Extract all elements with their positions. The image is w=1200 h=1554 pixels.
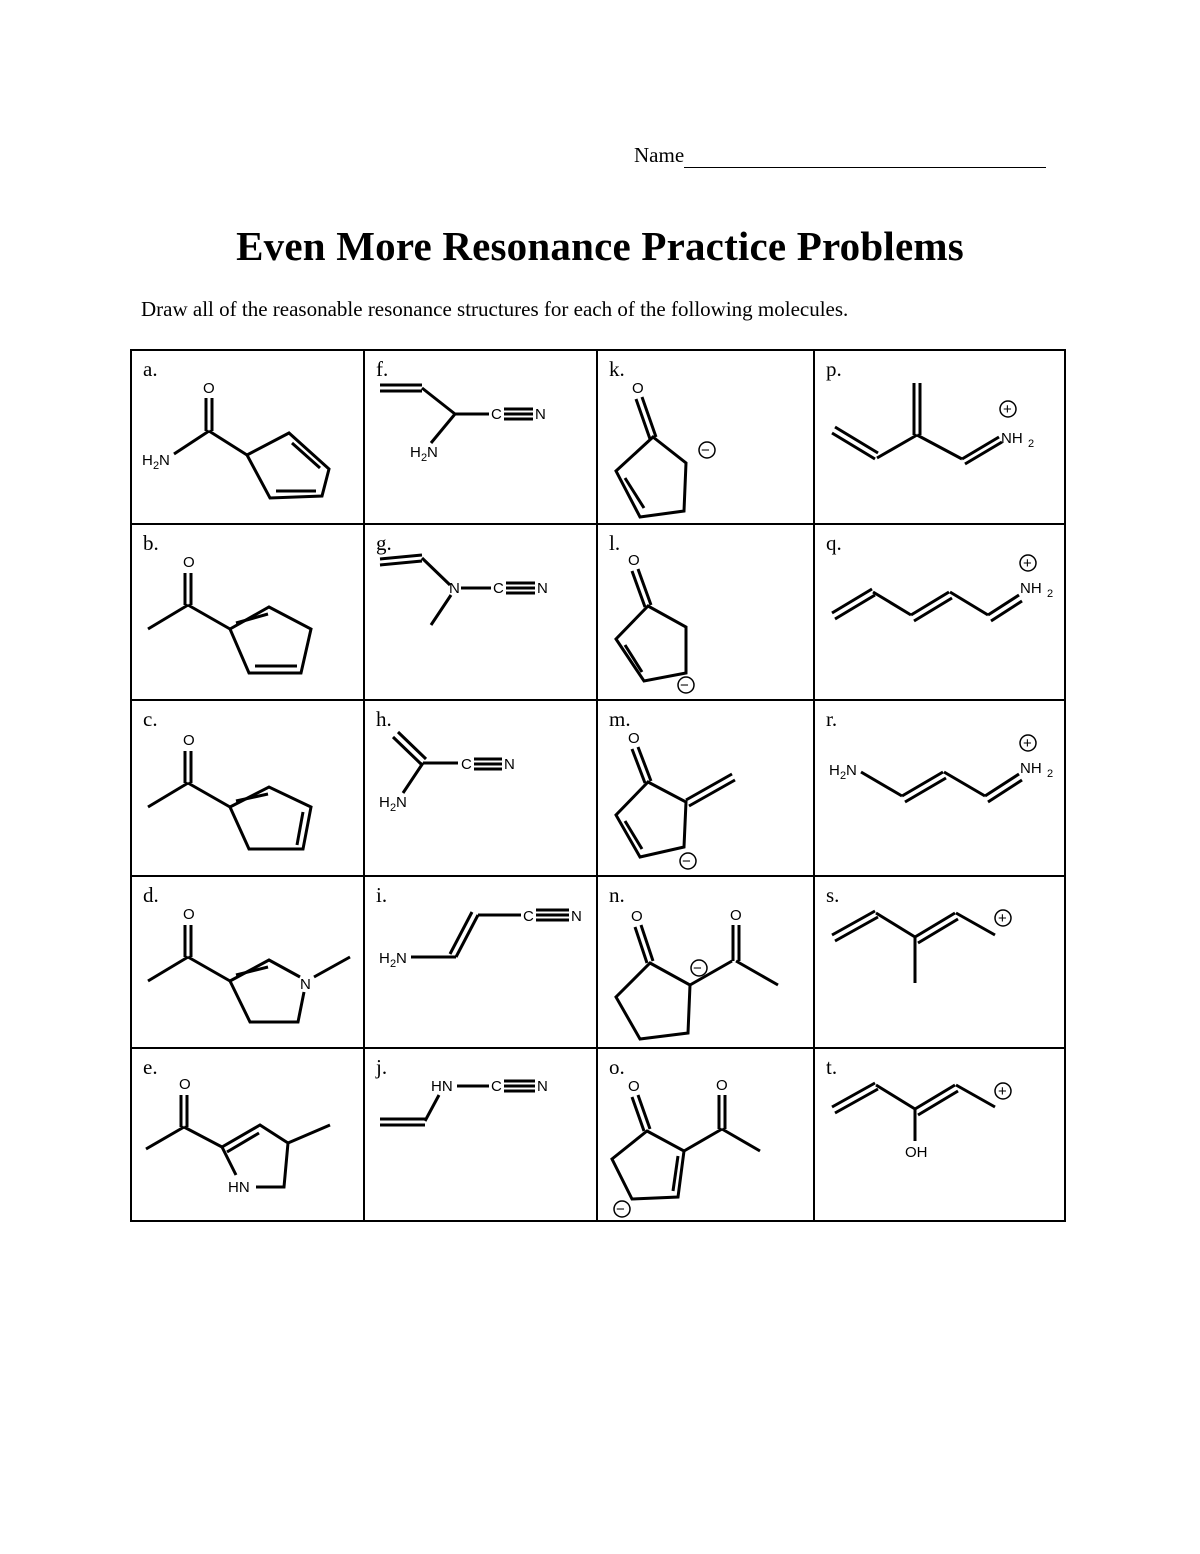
page-title: Even More Resonance Practice Problems <box>236 223 964 269</box>
problem-label: e. <box>143 1055 158 1079</box>
molecule-n <box>598 877 813 1047</box>
problem-label: h. <box>376 707 392 731</box>
svg-text:N: N <box>159 452 170 469</box>
problem-label: k. <box>609 357 625 381</box>
svg-text:N: N <box>300 976 311 993</box>
problem-j <box>364 1048 597 1221</box>
svg-text:H: H <box>379 794 390 811</box>
problem-n <box>597 876 814 1048</box>
svg-text:O: O <box>628 730 640 747</box>
svg-text:+: + <box>998 1083 1007 1100</box>
svg-text:HN: HN <box>228 1179 250 1196</box>
svg-text:C: C <box>491 1078 502 1095</box>
svg-text:−: − <box>680 677 689 694</box>
problem-label: s. <box>826 883 840 907</box>
atom-label: O <box>203 380 215 397</box>
atom-label: H <box>142 452 153 469</box>
problem-label: f. <box>376 357 389 381</box>
molecule-g <box>365 525 596 699</box>
molecule-a <box>132 351 363 523</box>
problem-o <box>597 1048 814 1221</box>
problem-s <box>814 876 1065 1048</box>
molecule-d <box>132 877 363 1047</box>
molecule-m <box>598 701 813 875</box>
svg-text:NH: NH <box>1020 760 1042 777</box>
svg-text:N: N <box>537 580 548 597</box>
svg-text:N: N <box>396 950 407 967</box>
problem-label: i. <box>376 883 388 907</box>
svg-text:N: N <box>846 762 857 779</box>
problem-label: q. <box>826 531 842 555</box>
svg-text:N: N <box>396 794 407 811</box>
svg-text:NH: NH <box>1001 430 1023 447</box>
molecule-l <box>598 525 813 699</box>
problem-label: d. <box>143 883 159 907</box>
svg-text:HN: HN <box>431 1078 453 1095</box>
svg-text:NH: NH <box>1020 580 1042 597</box>
problem-label: l. <box>609 531 621 555</box>
problem-t <box>814 1048 1065 1221</box>
svg-text:N: N <box>571 908 582 925</box>
svg-text:O: O <box>730 907 742 924</box>
svg-text:O: O <box>716 1077 728 1094</box>
molecule-c <box>132 701 363 875</box>
svg-text:2: 2 <box>840 770 847 782</box>
svg-text:2: 2 <box>390 802 397 814</box>
problem-label: c. <box>143 707 158 731</box>
svg-text:2: 2 <box>153 460 160 472</box>
svg-text:2: 2 <box>1028 438 1035 450</box>
atom-label: C <box>491 406 502 423</box>
molecule-b <box>132 525 363 699</box>
problem-b <box>131 524 364 700</box>
problem-i <box>364 876 597 1048</box>
molecule-r <box>815 701 1064 875</box>
svg-text:O: O <box>183 732 195 749</box>
problem-e <box>131 1048 364 1221</box>
svg-text:O: O <box>632 380 644 397</box>
molecule-p <box>815 351 1064 523</box>
problem-f <box>364 350 597 524</box>
problem-l <box>597 524 814 700</box>
name-label: Name <box>634 143 685 167</box>
svg-text:N: N <box>504 756 515 773</box>
problem-m <box>597 700 814 876</box>
molecule-t <box>815 1049 1064 1220</box>
problem-p <box>814 350 1065 524</box>
molecule-h <box>365 701 596 875</box>
problem-label: p. <box>826 357 842 381</box>
problem-grid <box>130 349 1066 1222</box>
svg-text:O: O <box>628 552 640 569</box>
svg-text:N: N <box>537 1078 548 1095</box>
problem-c <box>131 700 364 876</box>
problem-label: m. <box>609 707 631 731</box>
svg-text:O: O <box>179 1076 191 1093</box>
problem-g <box>364 524 597 700</box>
svg-text:O: O <box>183 554 195 571</box>
problem-label: j. <box>376 1055 388 1079</box>
molecule-i <box>365 877 596 1047</box>
problem-label: a. <box>143 357 158 381</box>
name-field[interactable] <box>634 143 1046 168</box>
svg-text:N: N <box>535 406 546 423</box>
svg-text:N: N <box>427 444 438 461</box>
svg-text:2: 2 <box>421 452 428 464</box>
molecule-j <box>365 1049 596 1220</box>
problem-label: n. <box>609 883 625 907</box>
problem-k <box>597 350 814 524</box>
molecule-s <box>815 877 1064 1047</box>
svg-text:H: H <box>829 762 840 779</box>
molecule-f <box>365 351 596 523</box>
svg-text:+: + <box>1023 555 1032 572</box>
molecule-k <box>598 351 813 523</box>
svg-text:H: H <box>410 444 421 461</box>
problem-q <box>814 524 1065 700</box>
svg-text:O: O <box>631 908 643 925</box>
molecule-e <box>132 1049 363 1220</box>
svg-text:2: 2 <box>390 958 397 970</box>
problem-label: r. <box>826 707 838 731</box>
svg-text:+: + <box>1023 735 1032 752</box>
svg-text:−: − <box>693 960 702 977</box>
svg-text:H: H <box>379 950 390 967</box>
problem-d <box>131 876 364 1048</box>
problem-label: g. <box>376 531 392 555</box>
svg-text:+: + <box>1003 401 1012 418</box>
svg-text:−: − <box>616 1201 625 1218</box>
svg-text:O: O <box>183 906 195 923</box>
svg-text:O: O <box>628 1078 640 1095</box>
problem-label: b. <box>143 531 159 555</box>
svg-text:C: C <box>493 580 504 597</box>
problem-a <box>131 350 364 524</box>
name-blank-line[interactable] <box>684 147 1046 168</box>
svg-text:C: C <box>523 908 534 925</box>
problem-label: o. <box>609 1055 625 1079</box>
molecule-o <box>598 1049 813 1220</box>
molecule-q <box>815 525 1064 699</box>
svg-text:2: 2 <box>1047 768 1054 780</box>
svg-text:2: 2 <box>1047 588 1054 600</box>
svg-text:−: − <box>682 853 691 870</box>
svg-text:−: − <box>701 442 710 459</box>
problem-h <box>364 700 597 876</box>
svg-text:C: C <box>461 756 472 773</box>
problem-label: t. <box>826 1055 838 1079</box>
svg-text:OH: OH <box>905 1144 928 1161</box>
problem-r <box>814 700 1065 876</box>
svg-text:N: N <box>449 580 460 597</box>
svg-text:+: + <box>998 910 1007 927</box>
instructions: Draw all of the reasonable resonance structures for each of the following molecules. <box>141 297 849 321</box>
